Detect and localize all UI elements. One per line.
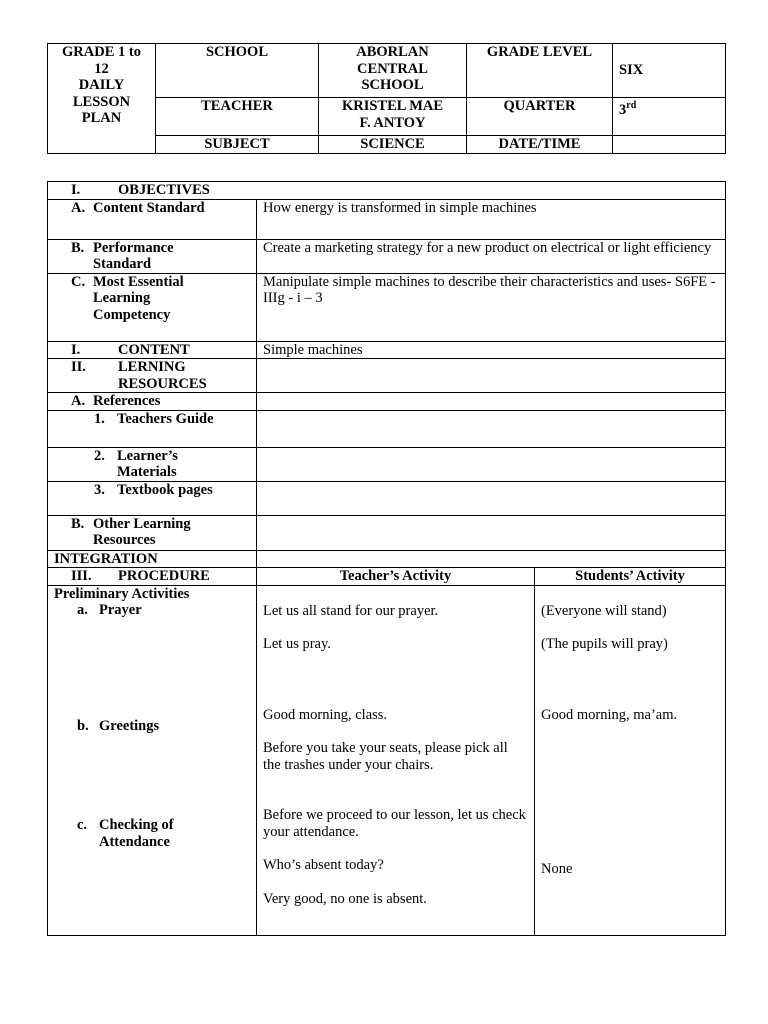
item-label-line: Learner’s (117, 447, 178, 464)
other-resources-label (48, 515, 257, 550)
title-line: GRADE 1 to (62, 44, 141, 60)
section-number: III. (71, 568, 92, 584)
content-value: Simple machines (257, 341, 726, 359)
school-value-line: SCHOOL (361, 77, 424, 93)
section-title-line: RESOURCES (118, 375, 207, 392)
item-label-line: Performance (93, 239, 174, 256)
item-label-line: Checking of (99, 817, 174, 833)
teacher-value (319, 98, 467, 136)
item-label-line: Other Learning (93, 515, 191, 532)
item-label: Teachers Guide (117, 410, 214, 427)
school-value-line: ABORLAN (356, 44, 429, 60)
section-title: CONTENT (118, 341, 190, 358)
section-title: PROCEDURE (118, 568, 210, 584)
textbook-pages-value (257, 481, 726, 515)
datetime-label: DATE/TIME (467, 136, 613, 154)
item-letter: C. (71, 273, 86, 290)
melc-label (48, 273, 257, 341)
dlp-title (48, 44, 156, 154)
quarter-value (613, 98, 726, 136)
teacher-line: Let us pray. (263, 636, 331, 652)
subject-value: SCIENCE (319, 136, 467, 154)
item-letter: b. (77, 717, 89, 734)
section-number: I. (71, 341, 81, 358)
item-letter: c. (77, 817, 88, 833)
school-value-line: CENTRAL (357, 60, 428, 77)
item-label-line: Competency (93, 306, 171, 323)
melc-value: Manipulate simple machines to describe their characteristics and uses- S6FE - IIIg - i – 3 (257, 273, 726, 341)
teacher-activity-header: Teacher’s Activity (257, 568, 535, 586)
student-line: (The pupils will pray) (541, 636, 668, 652)
student-line: (Everyone will stand) (541, 602, 667, 619)
objectives-heading (48, 182, 726, 200)
title-line: LESSON (72, 93, 131, 110)
item-label: Textbook pages (117, 481, 213, 498)
item-label-line: Learning (93, 290, 151, 306)
school-label: SCHOOL (156, 44, 319, 98)
quarter-suffix: rd (626, 100, 637, 111)
header-table (47, 43, 726, 154)
performance-standard-label (48, 239, 257, 273)
item-label-line: Materials (117, 464, 177, 480)
datetime-value (613, 136, 726, 154)
section-number: I. (71, 182, 81, 198)
resources-heading (48, 359, 257, 393)
content-standard-label (48, 199, 257, 239)
learners-materials-value (257, 447, 726, 481)
teacher-line: Let us all stand for our prayer. (263, 602, 439, 619)
students-activity-header: Students’ Activity (535, 568, 726, 586)
procedure-heading (48, 568, 257, 586)
item-label: References (93, 393, 161, 409)
teachers-guide-value (257, 410, 726, 447)
section-number: II. (71, 359, 86, 375)
title-line: PLAN (81, 110, 122, 126)
item-label-line: Standard (93, 256, 152, 272)
student-line: Good morning, ma’am. (541, 706, 678, 723)
teacher-line: Good morning, class. (263, 706, 388, 723)
item-label-line: Resources (93, 532, 156, 548)
resources-value (257, 359, 726, 393)
item-label-line: Attendance (99, 833, 170, 850)
references-label (48, 393, 257, 411)
content-heading (48, 341, 257, 359)
teacher-value-line: F. ANTOY (359, 114, 426, 131)
teacher-line: Who’s absent today? (263, 857, 384, 873)
title-line: 12 (94, 60, 109, 77)
integration-value (257, 550, 726, 568)
preliminary-activities-label: Preliminary Activities (54, 585, 190, 602)
item-label-line: Most Essential (93, 273, 184, 290)
prayer-label (54, 602, 250, 619)
greetings-label (54, 718, 250, 735)
teachers-guide-label (48, 410, 257, 447)
item-label: Prayer (99, 602, 142, 618)
learners-materials-label (48, 447, 257, 481)
title-line: DAILY (78, 77, 125, 93)
teacher-label: TEACHER (156, 98, 319, 136)
teacher-activity-column (257, 585, 535, 935)
content-standard-value: How energy is transformed in simple machines (257, 199, 726, 239)
integration-label: INTEGRATION (48, 550, 257, 568)
item-letter: a. (77, 602, 88, 618)
teacher-line: Very good, no one is absent. (263, 890, 427, 907)
item-letter: B. (71, 239, 85, 256)
teacher-value-line: KRISTEL MAE (341, 98, 444, 114)
procedure-steps (48, 585, 257, 935)
textbook-pages-label (48, 481, 257, 515)
section-title: OBJECTIVES (118, 182, 210, 198)
item-label: Greetings (99, 717, 160, 734)
item-number: 2. (94, 447, 105, 464)
lesson-plan-table (47, 181, 726, 936)
references-value (257, 393, 726, 411)
grade-level-value: SIX (613, 44, 726, 98)
quarter-number: 3 (619, 101, 627, 118)
school-value (319, 44, 467, 98)
performance-standard-value: Create a marketing strategy for a new product on electrical or light efficiency (257, 239, 726, 273)
item-letter: A. (71, 199, 86, 216)
item-number: 1. (94, 410, 105, 427)
item-label: Content Standard (93, 199, 205, 216)
grade-level-label: GRADE LEVEL (467, 44, 613, 98)
item-letter: A. (71, 393, 86, 409)
subject-label: SUBJECT (156, 136, 319, 154)
attendance-label (54, 817, 250, 850)
section-title-line: LERNING (118, 359, 186, 375)
item-number: 3. (94, 481, 105, 498)
quarter-label: QUARTER (467, 98, 613, 136)
item-letter: B. (71, 515, 85, 532)
student-line: None (541, 861, 573, 877)
other-resources-value (257, 515, 726, 550)
teacher-line: Before you take your seats, please pick all the trashes under your chairs. (263, 740, 508, 773)
teacher-line: Before we proceed to our lesson, let us check your attendance. (263, 807, 526, 840)
students-activity-column (535, 585, 726, 935)
